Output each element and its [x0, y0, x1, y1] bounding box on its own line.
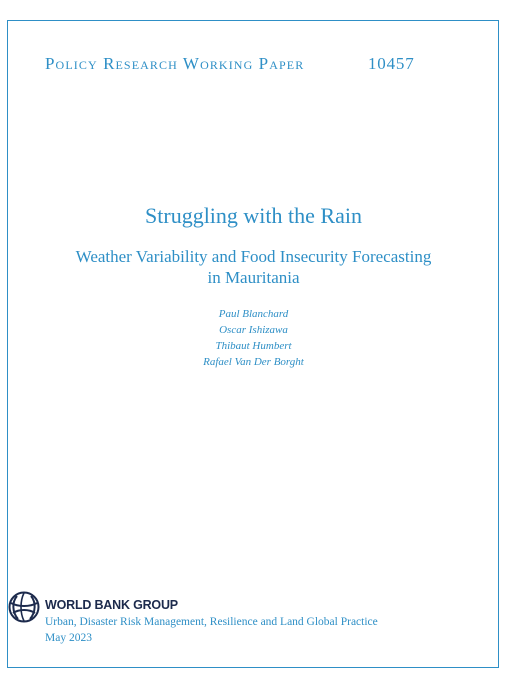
author-name: Thibaut Humbert	[215, 340, 292, 352]
paper-number: 10457	[368, 54, 415, 73]
world-bank-group-logo-text: WORLD BANK GROUP	[45, 598, 178, 612]
author-list	[0, 306, 507, 370]
series-name: Policy Research Working Paper	[45, 54, 305, 73]
world-bank-globe-icon	[8, 591, 40, 623]
subtitle-line: Weather Variability and Food Insecurity Forecasting	[75, 247, 432, 266]
author-name: Rafael Van Der Borght	[203, 356, 304, 368]
subtitle-line: in Mauritania	[207, 268, 300, 287]
paper-title: Struggling with the Rain	[145, 203, 362, 228]
global-practice: Urban, Disaster Risk Management, Resilience and Land Global Practice	[45, 616, 378, 628]
author-name: Oscar Ishizawa	[219, 324, 288, 336]
paper-subtitle	[0, 246, 507, 288]
author-name: Paul Blanchard	[218, 308, 289, 320]
publication-date: May 2023	[45, 632, 92, 644]
